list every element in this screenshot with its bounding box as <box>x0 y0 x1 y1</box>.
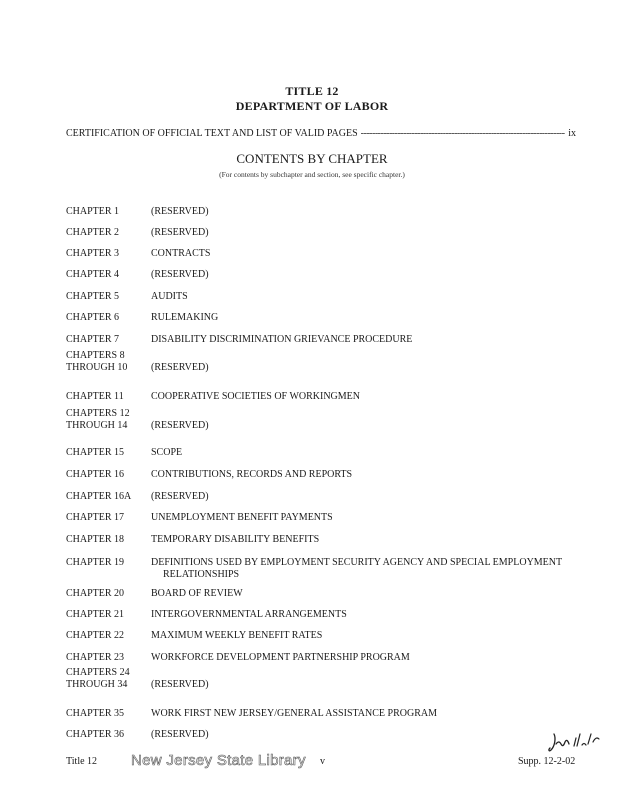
chapter-title <box>151 391 583 403</box>
chapter-title-line: DEFINITIONS USED BY EMPLOYMENT SECURITY AGENCY AND SPECIAL EMPLOYMENT <box>151 557 563 568</box>
chapter-title-line: MAXIMUM WEEKLY BENEFIT RATES <box>151 630 323 641</box>
chapter-number <box>66 630 150 642</box>
chapter-title-line: UNEMPLOYMENT BENEFIT PAYMENTS <box>151 512 333 523</box>
chapter-number-line: CHAPTER 1 <box>66 206 120 217</box>
certification-page: ix <box>568 128 576 139</box>
chapter-title-line: CONTRIBUTIONS, RECORDS AND REPORTS <box>151 469 353 480</box>
chapter-number <box>66 350 150 374</box>
chapter-title-line: (RESERVED) <box>151 206 209 217</box>
supplement-date: Supp. 12-2-02 <box>518 756 576 767</box>
chapter-number-line: CHAPTER 15 <box>66 447 125 458</box>
chapter-title <box>151 491 583 503</box>
chapter-title <box>151 291 583 303</box>
chapter-number-line: THROUGH 34 <box>66 679 128 690</box>
chapter-title-line: (RESERVED) <box>151 362 209 373</box>
chapter-title-line: (RESERVED) <box>151 729 209 740</box>
chapter-number-line: CHAPTER 3 <box>66 248 120 259</box>
chapter-number-line: THROUGH 14 <box>66 420 128 431</box>
chapter-title <box>151 206 583 218</box>
chapter-number <box>66 248 150 260</box>
chapter-title <box>151 534 583 546</box>
department-name: DEPARTMENT OF LABOR <box>235 99 389 113</box>
chapter-number <box>66 447 150 459</box>
chapter-title-line: (RESERVED) <box>151 420 209 431</box>
chapter-number-line: CHAPTER 16 <box>66 469 125 480</box>
chapter-title <box>151 708 583 720</box>
chapter-number <box>66 588 150 600</box>
handwritten-signature <box>546 728 608 758</box>
chapter-title-line: DISABILITY DISCRIMINATION GRIEVANCE PROCEDURE <box>151 334 413 345</box>
chapter-number <box>66 227 150 239</box>
chapter-title <box>151 609 583 621</box>
chapter-title-line: (RESERVED) <box>151 679 209 690</box>
chapter-number-line: CHAPTERS 12 <box>66 408 130 419</box>
chapter-number <box>66 469 150 481</box>
chapter-title-line: (RESERVED) <box>151 227 209 238</box>
chapter-number <box>66 408 150 432</box>
chapter-title-line: RELATIONSHIPS <box>163 569 240 580</box>
chapter-title <box>151 227 583 239</box>
chapter-title <box>151 588 583 600</box>
chapter-number-line: CHAPTER 5 <box>66 291 120 302</box>
chapter-number <box>66 491 150 503</box>
chapter-number-line: CHAPTER 2 <box>66 227 120 238</box>
chapter-title <box>151 447 583 459</box>
chapter-title <box>151 312 583 324</box>
chapter-number-line: CHAPTER 6 <box>66 312 120 323</box>
chapter-number-line: CHAPTER 20 <box>66 588 125 599</box>
chapter-title-line: WORKFORCE DEVELOPMENT PARTNERSHIP PROGRAM <box>151 652 410 663</box>
chapter-number-line: CHAPTER 35 <box>66 708 125 719</box>
chapter-number-line: CHAPTER 11 <box>66 391 124 402</box>
chapter-title <box>151 420 583 432</box>
chapter-title-line: (RESERVED) <box>151 491 209 502</box>
chapter-number-line: CHAPTERS 24 <box>66 667 130 678</box>
footer-title: Title 12 <box>66 756 98 767</box>
chapter-title-line: (RESERVED) <box>151 269 209 280</box>
chapter-number <box>66 206 150 218</box>
chapter-number-line: CHAPTERS 8 <box>66 350 125 361</box>
dot-leader <box>361 128 566 139</box>
certification-label: CERTIFICATION OF OFFICIAL TEXT AND LIST OF VALID PAGES <box>66 128 358 139</box>
chapter-title-line: TEMPORARY DISABILITY BENEFITS <box>151 534 320 545</box>
chapter-number-line: CHAPTER 36 <box>66 729 125 740</box>
chapter-number <box>66 534 150 546</box>
chapter-title-line: CONTRACTS <box>151 248 211 259</box>
chapter-number-line: CHAPTER 4 <box>66 269 120 280</box>
chapter-title-line: AUDITS <box>151 291 188 302</box>
chapter-title-line: COOPERATIVE SOCIETIES OF WORKINGMEN <box>151 391 360 402</box>
chapter-number <box>66 312 150 324</box>
chapter-number <box>66 708 150 720</box>
chapter-title-line: RULEMAKING <box>151 312 219 323</box>
library-stamp: New Jersey State Library <box>131 752 306 769</box>
chapter-number <box>66 557 150 569</box>
chapter-title <box>151 469 583 481</box>
chapter-title-line: INTERGOVERNMENTAL ARRANGEMENTS <box>151 609 347 620</box>
chapter-title-line: WORK FIRST NEW JERSEY/GENERAL ASSISTANCE PROGRAM <box>151 708 437 719</box>
chapter-title <box>151 248 583 260</box>
document-title: TITLE 12 <box>285 84 339 98</box>
chapter-number-line: CHAPTER 21 <box>66 609 125 620</box>
contents-note: (For contents by subchapter and section, see specific chapter.) <box>219 170 405 179</box>
chapter-title <box>151 334 583 346</box>
chapter-title <box>151 630 583 642</box>
chapter-number-line: CHAPTER 22 <box>66 630 125 641</box>
chapter-number <box>66 512 150 524</box>
chapter-number <box>66 291 150 303</box>
chapter-title <box>151 512 583 524</box>
certification-line <box>66 128 576 139</box>
chapter-number-line: CHAPTER 17 <box>66 512 125 523</box>
chapter-number <box>66 667 150 691</box>
chapter-number-line: CHAPTER 16A <box>66 491 132 502</box>
chapter-title <box>151 679 583 691</box>
chapter-number <box>66 334 150 346</box>
chapter-title <box>151 652 583 664</box>
chapter-number <box>66 269 150 281</box>
chapter-title <box>151 729 583 741</box>
chapter-number-line: THROUGH 10 <box>66 362 128 373</box>
chapter-number <box>66 652 150 664</box>
chapter-number <box>66 391 150 403</box>
chapter-number-line: CHAPTER 7 <box>66 334 120 345</box>
chapter-number <box>66 609 150 621</box>
page-number: v <box>320 756 325 767</box>
chapter-title <box>151 362 583 374</box>
chapter-number-line: CHAPTER 23 <box>66 652 125 663</box>
chapter-title-line: SCOPE <box>151 447 183 458</box>
chapter-number <box>66 729 150 741</box>
contents-heading: CONTENTS BY CHAPTER <box>236 151 388 166</box>
chapter-number-line: CHAPTER 19 <box>66 557 125 568</box>
chapter-title <box>151 269 583 281</box>
chapter-title <box>151 557 583 581</box>
chapter-number-line: CHAPTER 18 <box>66 534 125 545</box>
chapter-title-line: BOARD OF REVIEW <box>151 588 243 599</box>
